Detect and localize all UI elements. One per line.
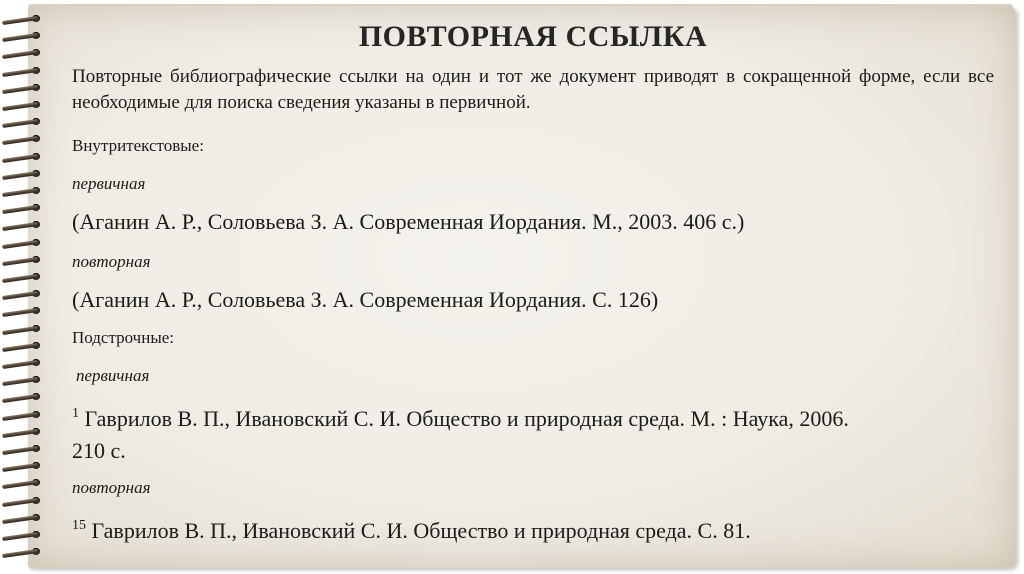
spiral-wire [2,119,38,128]
spiral-coil [2,324,42,333]
spiral-coil [2,134,42,143]
spiral-coil [2,513,42,522]
spiral-wire [2,205,38,214]
spiral-coil [2,48,42,57]
spiral-wire [2,412,38,421]
spiral-coil [2,496,42,505]
spiral-coil [2,444,42,453]
slide-content [72,20,994,543]
intext-primary-label: первичная [72,174,146,193]
spiral-coil [2,152,42,161]
spiral-wire [2,446,38,455]
spiral-coil [2,289,42,298]
intro-paragraph: Повторные библиографические ссылки на один и тот же документ приводят в сокращенной форме, если все необходимые для поиска сведения указаны в первичной. [72,66,994,113]
spiral-coil [2,410,42,419]
spiral-coil [2,66,42,75]
spiral-coil [2,375,42,384]
spiral-wire [2,532,38,541]
spiral-coil [2,14,42,23]
spiral-wire [2,16,38,25]
spiral-coil [2,272,42,281]
spiral-wire [2,33,38,42]
intext-heading: Внутритекстовые: [72,136,204,155]
spiral-coil [2,186,42,195]
footnote-repeat-text: Гаврилов В. П., Ивановский С. И. Общество и природная среда. С. 81. [91,518,751,543]
slide-title: ПОВТОРНАЯ ССЫЛКА [358,20,708,53]
spiral-wire [2,102,38,111]
spiral-coil [2,358,42,367]
spiral-wire [2,326,38,335]
spiral-wire [2,68,38,77]
spiral-coil [2,31,42,40]
footnote-repeat-number: 15 [72,518,86,533]
spiral-binding [0,0,50,574]
spiral-wire [2,274,38,283]
spiral-coil [2,203,42,212]
spiral-coil [2,100,42,109]
spiral-coil [2,530,42,539]
spiral-coil [2,83,42,92]
footnote-heading: Подстрочные: [72,328,175,347]
spiral-wire [2,343,38,352]
spiral-coil [2,306,42,315]
footnote-repeat-label: повторная [72,478,151,497]
spiral-wire [2,188,38,197]
spiral-wire [2,515,38,524]
spiral-coil [2,117,42,126]
intext-repeat-citation: (Аганин А. Р., Соловьева З. А. Современная Иордания. С. 126) [72,287,659,312]
spiral-coil [2,427,42,436]
footnote-primary-text-line2: 210 с. [72,438,126,463]
spiral-coil [2,169,42,178]
spiral-wire [2,429,38,438]
footnote-primary-number: 1 [72,406,79,421]
spiral-wire [2,257,38,266]
footnote-primary-citation [72,398,994,467]
spiral-wire [2,498,38,507]
spiral-coil [2,255,42,264]
footnote-primary-text-line1: Гаврилов В. П., Ивановский С. И. Общество и природная среда. М. : Наука, 2006. [84,406,849,431]
spiral-coil [2,392,42,401]
spiral-coil [2,461,42,470]
intext-repeat-label: повторная [72,252,151,271]
spiral-wire [2,240,38,249]
spiral-coil [2,478,42,487]
spiral-wire [2,377,38,386]
spiral-wire [2,549,38,558]
intext-primary-citation: (Аганин А. Р., Соловьева З. А. Современная Иордания. М., 2003. 406 с.) [72,209,745,234]
footnote-primary-label: первичная [76,366,150,385]
spiral-wire [2,85,38,94]
spiral-wire [2,360,38,369]
spiral-coil [2,341,42,350]
spiral-coil [2,220,42,229]
spiral-wire [2,463,38,472]
spiral-wire [2,154,38,163]
spiral-wire [2,171,38,180]
spiral-coil [2,238,42,247]
footnote-repeat-citation [72,510,751,547]
spiral-wire [2,291,38,300]
spiral-coil [2,547,42,556]
